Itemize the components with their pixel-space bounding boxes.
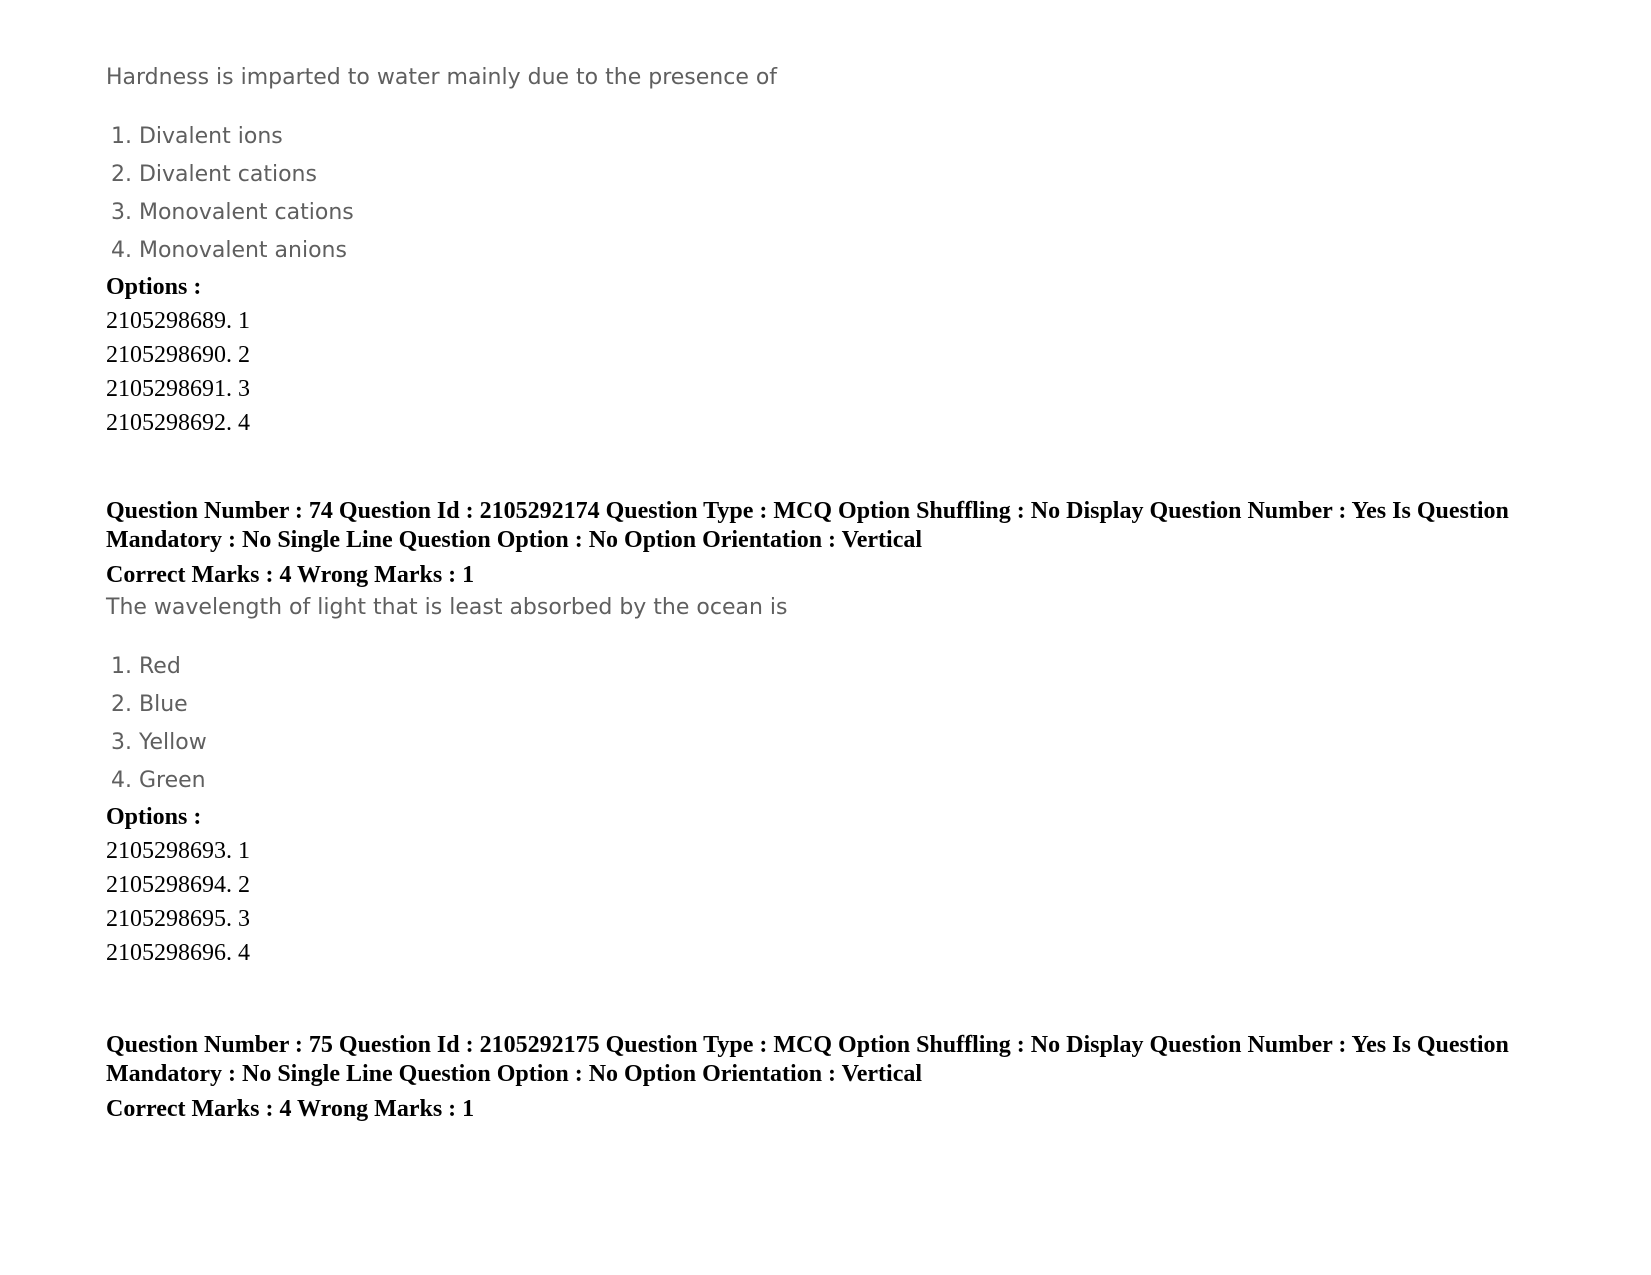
option-row: 2105298689. 1: [106, 308, 250, 334]
choice-item: 1. Divalent ions: [111, 124, 283, 149]
options-label: Options :: [106, 274, 202, 300]
choice-item: 3. Monovalent cations: [111, 200, 354, 225]
question-marks: Correct Marks : 4 Wrong Marks : 1: [106, 1096, 475, 1122]
question-meta: Question Number : 74 Question Id : 2105292174 Question Type : MCQ Option Shuffling : No Display Question Number : Yes Is Question Mandatory : No Single Line Question Option : No Option Orientation : Vertical: [106, 498, 1509, 553]
choice-item: 1. Red: [111, 654, 181, 679]
option-row: 2105298691. 3: [106, 376, 250, 402]
choice-item: 4. Monovalent anions: [111, 238, 347, 263]
question-75: [106, 1031, 1556, 1126]
choice-list: [106, 648, 1556, 800]
question-text: The wavelength of light that is least absorbed by the ocean is: [106, 595, 788, 620]
option-row: 2105298694. 2: [106, 872, 250, 898]
question-marks: Correct Marks : 4 Wrong Marks : 1: [106, 562, 475, 588]
option-row: 2105298692. 4: [106, 410, 250, 436]
options-label: Options :: [106, 804, 202, 830]
option-row: 2105298690. 2: [106, 342, 250, 368]
option-row: 2105298693. 1: [106, 838, 250, 864]
question-74: [106, 497, 1556, 970]
choice-item: 4. Green: [111, 768, 206, 793]
choice-item: 3. Yellow: [111, 730, 207, 755]
choice-list: [106, 118, 1556, 270]
question-73-body: [106, 64, 1556, 440]
choice-item: 2. Blue: [111, 692, 188, 717]
choice-item: 2. Divalent cations: [111, 162, 317, 187]
option-row: 2105298696. 4: [106, 940, 250, 966]
option-row: 2105298695. 3: [106, 906, 250, 932]
question-text: Hardness is imparted to water mainly due to the presence of: [106, 65, 778, 90]
question-meta: Question Number : 75 Question Id : 2105292175 Question Type : MCQ Option Shuffling : No Display Question Number : Yes Is Question Mandatory : No Single Line Question Option : No Option Orientation : Vertical: [106, 1032, 1509, 1087]
